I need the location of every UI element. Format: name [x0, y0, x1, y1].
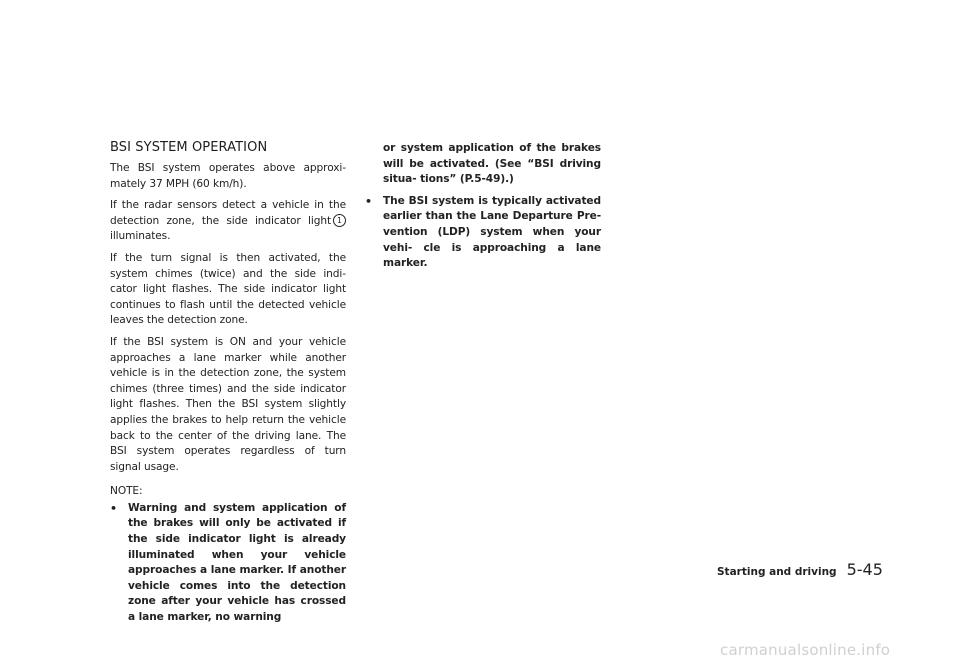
bullet-icon: •	[365, 194, 372, 208]
detection-text: If the radar sensors detect a vehicle in the detection zone, the side indicator light	[110, 199, 346, 227]
callout-1-icon: 1	[333, 214, 346, 227]
bullet-icon: •	[110, 501, 117, 515]
paragraph-speed: The BSI system operates above approxi- mately 37 MPH (60 km/h).	[110, 162, 346, 190]
footer-section-title: Starting and driving	[717, 566, 837, 578]
note-bullet-1-continued: or system application of the brakes will be activated. (See “BSI driving situa- tions” (P.5-49).)	[383, 142, 601, 186]
paragraph-lane-marker: If the BSI system is ON and your vehicle approaches a lane marker while another vehicle is in the detection zone, the system chimes (three times) and the side indicator light flashes. Then the BSI system slightly applies the brakes to help return the vehicle back to the center of the driving lane. The BSI system operates regardless of turn signal usage.	[110, 335, 346, 473]
paragraph-turn-signal: If the turn signal is then activated, the system chimes (twice) and the side indi- cator light flashes. The side indicator light continues to flash until the detected vehicle leaves the detection zone.	[110, 251, 346, 327]
note-label: NOTE:	[110, 485, 143, 498]
right-column	[365, 141, 601, 276]
note-bullet-1-text: Warning and system application of the brakes will only be activated if the side indicator light is already illuminated when your vehicle approaches a lane marker. If another vehicle comes into the detection zone after your vehicle has crossed a lane marker, no warning	[128, 501, 346, 624]
note-bullet-2-text: The BSI system is typically activated earlier than the Lane Departure Pre- vention (LDP) system when your vehi- cle is approaching a lane marker.	[383, 194, 601, 270]
detection-text-end: illuminates.	[110, 230, 171, 243]
page-footer	[717, 560, 883, 579]
left-column	[110, 140, 346, 630]
note-bullet-2	[365, 194, 601, 272]
watermark: carmanualsonline.info	[720, 641, 891, 659]
page-number: 5-45	[846, 560, 883, 579]
paragraph-detection	[110, 198, 346, 245]
section-heading: BSI SYSTEM OPERATION	[110, 140, 268, 155]
note-bullet-1	[110, 501, 346, 626]
